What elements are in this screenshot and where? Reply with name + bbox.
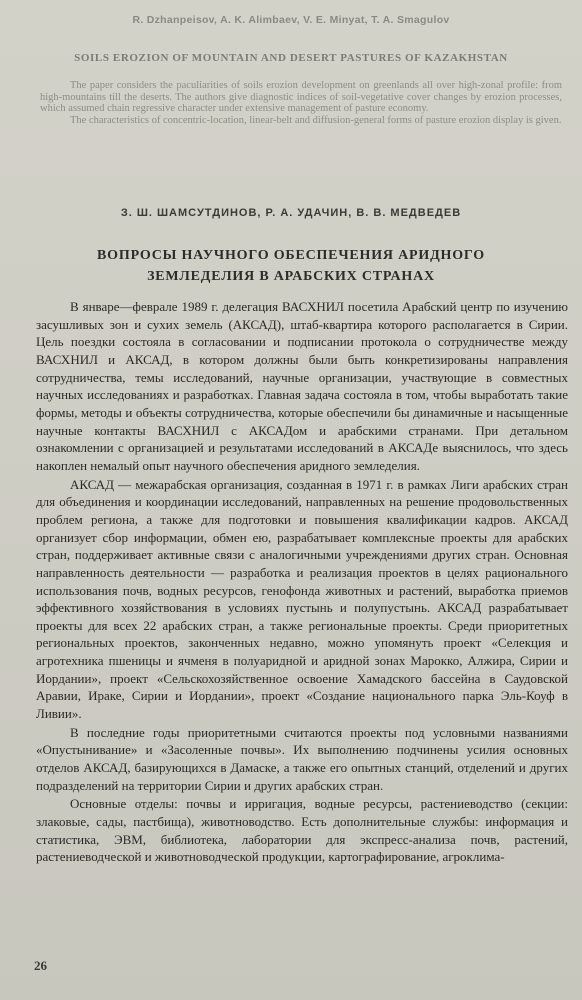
page-number: 26: [34, 958, 47, 973]
body-paragraph: В январе—феврале 1989 г. делегация ВАСХНИЛ посетила Арабский центр по изучению засушливых зон и сухих земель (АКСАД), штаб-квартира которого располагается в Сирии. Цель поездки состояла в согласовании и подписании протокола о сотрудничестве между ВАСХНИЛ и АКСАД, в котором должны были быть конкретизированы направления сотрудничества, темы исследований, научные организации, участвующие в совместных научных исследованиях и разработках. Главная задача состояла в том, чтобы выработать такие формы, методы и объекты сотрудничества, которые обеспечили бы динамичные и насыщенные научные контакты ВАСХНИЛ с АКСАДом и арабскими странами. При детальном ознакомлении с организацией и результатами исследований в АКСАДе выяснилось, что здесь накоплен немалый опыт научного обеспечения аридного земледелия.: [36, 299, 568, 473]
article-title-line: ВОПРОСЫ НАУЧНОГО ОБЕСПЕЧЕНИЯ АРИДНОГО: [97, 248, 485, 263]
body-paragraph: В последние годы приоритетными считаются проекты под условными названиями «Опустынивание» и «Засоленные почвы». Их выполнению подчинены усилия основных отделов АКСАД, базирующихся в Дамаске, а также его опытных станций, отделений и других подразделений на территории Сирии и других арабских стран.: [36, 724, 568, 793]
english-abstract-paragraph: The paper considers the paculiarities of soils erozion development on greenlands all over high-zonal profile: from high-mountains till the deserts. The authors give diagnostic indices of soil-vegetative cover changes by erozion processes, which assumed chain regressive character under extensive management of pasture economy.: [40, 80, 562, 115]
english-title: SOILS EROZION OF MOUNTAIN AND DESERT PASTURES OF KAZAKHSTAN: [74, 52, 508, 64]
body-paragraph: АКСАД — межарабская организация, созданная в 1971 г. в рамках Лиги арабских стран для объединения и координации исследований, направленных на решение продовольственных проблем региона, а также для подготовки и повышения квалификации кадров. АКСАД организует сбор информации, обмен ею, разрабатывает комплексные проекты для арабских стран, поддерживает активные связи с аналогичными учреждениями других стран. Основная направленность деятельности — разработка и реализация проектов в целях рационального использования почв, водных ресурсов, генофонда животных и растений, выработка приемов эффективного хозяйствования в условиях пустынь и полупустынь. АКСАД разрабатывает проекты для всех 22 арабских стран, а также региональные проекты. Среди приоритетных региональных проектов, законченных недавно, можно упомянуть проект «Селекция и агротехника пшеницы и ячменя в полуаридной и аридной зонах Марокко, Алжира, Сирии и Иордании», проект «Сельскохозяйственное освоение Хамадского бассейна в Саудовской Аравии, Ираке, Сирии и Иордании», проект «Создание национального парка Эль-Коуф в Ливии».: [36, 476, 568, 722]
article-title-line: ЗЕМЛЕДЕЛИЯ В АРАБСКИХ СТРАНАХ: [147, 269, 435, 284]
article-body: [36, 298, 568, 867]
body-paragraph: Основные отделы: почвы и ирригация, водные ресурсы, растениеводство (секции: злаковые, сады, пастбища), животноводство. Есть дополнительные службы: информация и статистика, ЭВМ, библиотека, лаборатории для экспресс-анализа почв, растений, растениеводческой и животноводческой продукции, картографирование, агроклима-: [36, 796, 568, 865]
article-title: [60, 245, 522, 287]
article-authors: З. Ш. ШАМСУТДИНОВ, Р. А. УДАЧИН, В. В. МЕДВЕДЕВ: [120, 207, 462, 219]
english-authors: R. Dzhanpeisov, A. K. Alimbaev, V. E. Minyat, T. A. Smagulov: [132, 14, 450, 26]
english-abstract: [40, 80, 562, 126]
english-abstract-paragraph: The characteristics of concentric-location, linear-belt and diffusion-general forms of pasture erozion display is given.: [70, 114, 562, 126]
